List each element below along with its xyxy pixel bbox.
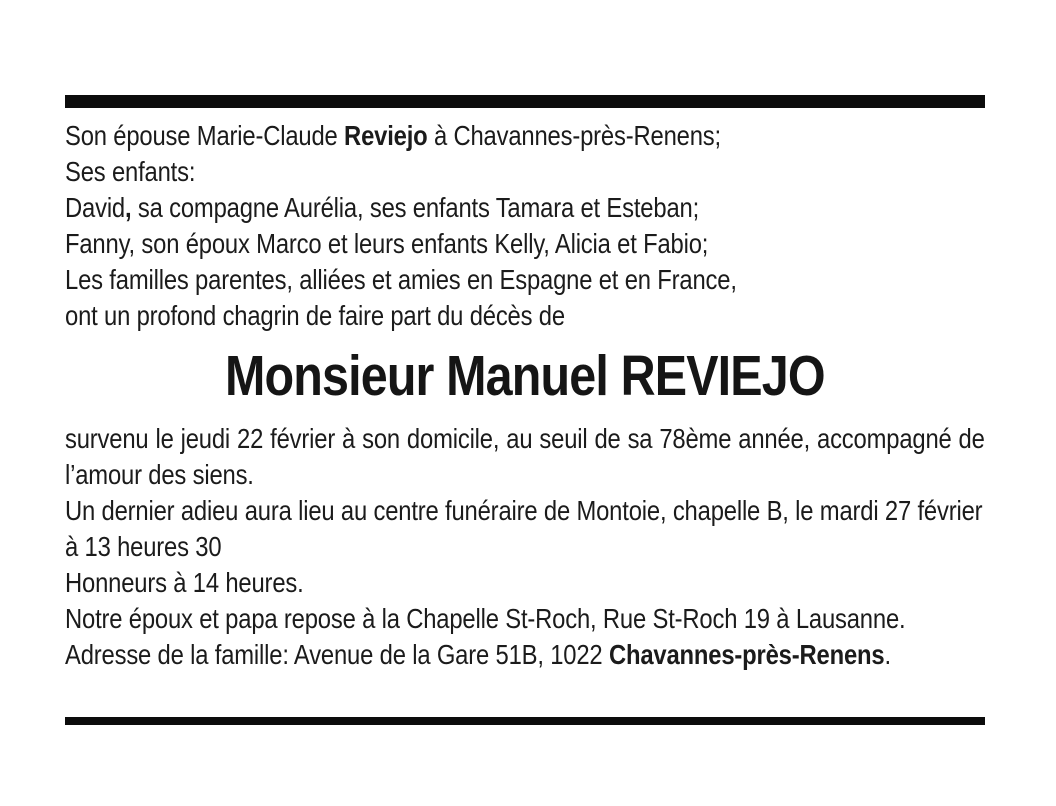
bottom-rule: [65, 717, 985, 725]
notice-line: [65, 226, 985, 262]
top-rule: [65, 95, 985, 108]
notice-line: [65, 298, 985, 334]
notice-text: à Chavannes-près-Renens;: [427, 120, 721, 151]
notice-text-bold: Reviejo: [344, 120, 428, 151]
notice-text: David: [65, 192, 126, 223]
notice-line: [65, 421, 985, 493]
notice-text: survenu le jeudi 22 février à son domicile, au seuil de sa 78ème année, accompagné de l’amour des siens.: [65, 423, 985, 490]
deceased-name: Monsieur Manuel REVIEJO: [225, 344, 825, 408]
death-notice-content: [65, 118, 985, 673]
notice-text: ont un profond chagrin de faire part du décès de: [65, 300, 565, 331]
notice-text: sa compagne Aurélia, ses enfants Tamara et Esteban;: [131, 192, 700, 223]
notice-text-bold: ,: [125, 192, 132, 223]
notice-text: Son épouse Marie-Claude: [65, 120, 345, 151]
notice-text: Un dernier adieu aura lieu au centre funéraire de Montoie, chapelle B, le mardi 27 février à 13 heures 30: [65, 495, 983, 562]
family-lines: [65, 118, 985, 334]
notice-text: Ses enfants:: [65, 156, 196, 187]
notice-text: Les familles parentes, alliées et amies en Espagne et en France,: [65, 264, 737, 295]
notice-line: [65, 601, 985, 637]
notice-line: [65, 154, 985, 190]
notice-text: Fanny, son époux Marco et leurs enfants Kelly, Alicia et Fabio;: [65, 228, 709, 259]
notice-text: Adresse de la famille: Avenue de la Gare 51B, 1022: [65, 639, 609, 670]
ceremony-details: [65, 421, 985, 673]
notice-line: [65, 493, 985, 565]
notice-line: [65, 262, 985, 298]
notice-text: Honneurs à 14 heures.: [65, 567, 304, 598]
notice-line: [65, 565, 985, 601]
notice-text: Notre époux et papa repose à la Chapelle St-Roch, Rue St-Roch 19 à Lausanne.: [65, 603, 906, 634]
notice-line: [65, 190, 985, 226]
notice-line: [65, 637, 985, 673]
notice-line: [65, 118, 985, 154]
notice-text: .: [884, 639, 891, 670]
notice-text-bold: Chavannes-près-Renens: [608, 639, 885, 670]
